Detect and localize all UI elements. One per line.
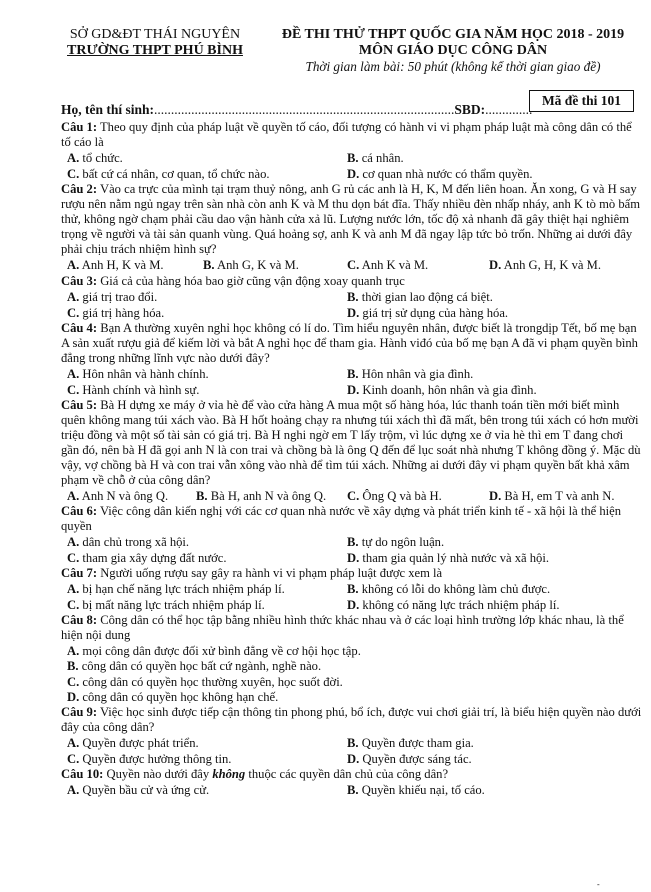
option-d[interactable]: D. Kinh doanh, hôn nhân và gia đình. — [347, 383, 537, 397]
option-c[interactable]: C. bị mất năng lực trách nhiệm pháp lí. — [67, 598, 265, 612]
sbd-label: SBD: — [454, 102, 486, 117]
option-a[interactable]: A. Anh H, K và M. — [67, 258, 164, 272]
subject-name: MÔN GIÁO DỤC CÔNG DÂN — [358, 43, 548, 58]
question-4 — [61, 321, 643, 366]
option-d[interactable]: D. tham gia quản lý nhà nước và xã hội. — [347, 551, 550, 565]
options-row — [61, 658, 643, 673]
option-d[interactable]: D. Bà H, em T và anh N. — [489, 489, 615, 503]
question-text-before: Quyền nào dưới đây — [106, 766, 210, 781]
option-a[interactable]: A. giá trị trao đổi. — [67, 290, 158, 304]
options-row — [61, 643, 643, 658]
question-text: Người uống rượu say gây ra hành vi vi phạm pháp luật được xem là — [100, 566, 443, 580]
question-6 — [61, 504, 643, 534]
school-name: TRƯỜNG THPT PHÚ BÌNH — [67, 43, 243, 58]
options-row — [61, 534, 643, 550]
options-row — [61, 257, 643, 274]
option-b[interactable]: B. Quyền khiếu nại, tố cáo. — [347, 782, 485, 797]
option-b[interactable]: B. cá nhân. — [347, 151, 404, 165]
option-d[interactable]: D. không có năng lực trách nhiệm pháp lí. — [347, 598, 560, 612]
option-c[interactable]: C. bất cứ cá nhân, cơ quan, tổ chức nào. — [67, 167, 270, 181]
question-8 — [61, 613, 643, 643]
option-c[interactable]: C. Quyền được hưởng thông tin. — [67, 751, 232, 766]
sbd-field[interactable]: .............. — [485, 102, 533, 117]
question-number: Câu 9: — [61, 704, 98, 719]
name-field[interactable]: ......................................................................................... — [154, 102, 455, 117]
option-a[interactable]: A. Quyền bầu cử và ứng cử. — [67, 782, 210, 797]
question-3 — [61, 274, 643, 289]
question-number: Câu 3: — [61, 274, 98, 288]
question-text: Giá cả của hàng hóa bao giờ cũng vận động xoay quanh trục — [100, 274, 405, 288]
option-b[interactable]: B. công dân có quyền học bất cứ ngành, nghề nào. — [67, 659, 322, 674]
question-text: Việc học sinh được tiếp cận thông tin phong phú, bổ ích, được vui chơi giải trí, là biểu hiện quyền nào dưới đây của công dân? — [61, 704, 642, 734]
name-label: Họ, tên thí sinh: — [61, 102, 155, 117]
question-text: Theo quy định của pháp luật về quyền tố cáo, đối tượng có hành vi vi phạm pháp luật mà công dân có thể tố cáo là — [61, 120, 632, 149]
option-d[interactable]: D. giá trị sử dụng của hàng hóa. — [347, 306, 509, 320]
option-d[interactable]: D. Anh G, H, K và M. — [489, 258, 601, 272]
question-number: Câu 7: — [61, 566, 98, 580]
time-limit: Thời gian làm bài: 50 phút (không kể thời gian giao đề) — [305, 59, 601, 74]
options-row — [61, 735, 643, 751]
option-b[interactable]: B. tự do ngôn luận. — [347, 535, 445, 549]
option-b[interactable]: B. thời gian lao động cá biệt. — [347, 290, 493, 304]
option-b[interactable]: B. Quyền được tham gia. — [347, 735, 474, 750]
question-text: Bà H dựng xe máy ở vỉa hè để vào cửa hàng A mua một số hàng hóa, lúc thanh toán tiền mới biết mình quên không mang túi xách vào. Bà H hốt hoảng chạy ra nhưng túi xách thì đã mất, bên trong túi xách có hơn mười triệu đồng và một số tài sản có giá trị. Bà H nghi ngờ em T lấy trộm, vì lúc dựng xe ở vỉa hè thì em T đang chơi gần đó, nên bà H đã gọi anh N là con trai và chồng bà là ông Q đến để lục soát nhà nhưng T không đồng ý. Mặc dù vậy, vợ chồng bà H và con trai vẫn xông vào nhà để tìm túi xách. Những ai dưới đây vi phạm quyền bất khả xâm phạm về chỗ ở của công dân? — [61, 398, 641, 487]
question-number: Câu 8: — [61, 613, 98, 627]
option-c[interactable]: C. Anh K và M. — [347, 258, 429, 272]
question-2 — [61, 182, 643, 257]
question-emphasis: không — [212, 766, 246, 781]
options-row — [61, 488, 643, 504]
option-a[interactable]: A. mọi công dân được đối xử bình đẳng về cơ hội học tập. — [67, 644, 361, 658]
option-d[interactable]: D. công dân có quyền học không hạn chế. — [67, 690, 279, 705]
option-c[interactable]: C. giá trị hàng hóa. — [67, 306, 165, 320]
options-row — [61, 150, 643, 166]
options-row — [61, 782, 643, 798]
question-number: Câu 4: — [61, 321, 98, 335]
exam-code-box: Mã đề thi 101 — [529, 90, 634, 112]
options-row — [61, 674, 643, 689]
option-a[interactable]: A. bị hạn chế năng lực trách nhiệm pháp lí. — [67, 582, 285, 596]
question-text: Bạn A thường xuyên nghỉ học không có lí do. Tìm hiểu nguyên nhân, được biết là trongdịp Tết, bố mẹ bạn A sản xuất rượu giả để kiếm lời và bắt A nghỉ học để tham gia. Hành viđó của bố mẹ bạn A đã vi phạm quyền bình đẳng trong những lĩnh vực nào dưới đây? — [61, 321, 638, 365]
options-row — [61, 166, 643, 182]
option-b[interactable]: B. Bà H, anh N và ông Q. — [196, 489, 327, 503]
question-text: Công dân có thể học tập bằng nhiều hình thức khác nhau và ở các loại hình trường lớp khác nhau, là thể hiện nội dung — [61, 613, 624, 642]
options-row — [61, 689, 643, 704]
option-a[interactable]: A. Anh N và ông Q. — [67, 489, 169, 503]
school-header — [48, 27, 262, 59]
question-text: Việc công dân kiến nghị với các cơ quan nhà nước về xây dựng và phát triển kinh tế - xã hội là thể hiện quyền — [61, 504, 622, 533]
exam-title: ĐỀ THI THỬ THPT QUỐC GIA NĂM HỌC 2018 - 2019 — [281, 27, 625, 42]
option-b[interactable]: B. Anh G, K và M. — [203, 258, 299, 272]
exam-title-block — [262, 27, 644, 75]
question-1 — [61, 120, 643, 150]
option-a[interactable]: A. dân chủ trong xã hội. — [67, 535, 190, 549]
options-row — [61, 289, 643, 305]
options-row — [61, 597, 643, 613]
question-10 — [61, 767, 643, 782]
options-row — [61, 550, 643, 566]
option-c[interactable]: C. Hành chính và hình sự. — [67, 383, 200, 397]
question-5 — [61, 398, 643, 488]
options-row — [61, 305, 643, 321]
questions-list — [61, 120, 643, 798]
options-row — [61, 382, 643, 398]
candidate-info-line — [61, 102, 532, 118]
question-number: Câu 5: — [61, 398, 98, 412]
options-row — [61, 366, 643, 382]
option-b[interactable]: B. Hôn nhân và gia đình. — [347, 367, 474, 381]
page-mark: - — [597, 880, 600, 889]
question-number: Câu 1: — [61, 120, 98, 134]
question-number: Câu 10: — [61, 766, 104, 781]
option-d[interactable]: D. cơ quan nhà nước có thẩm quyền. — [347, 167, 533, 181]
option-c[interactable]: C. công dân có quyền học thường xuyên, học suốt đời. — [67, 674, 343, 689]
question-number: Câu 2: — [61, 182, 98, 196]
question-7 — [61, 566, 643, 581]
options-row — [61, 751, 643, 767]
options-row — [61, 581, 643, 597]
option-b[interactable]: B. không có lỗi do không làm chủ được. — [347, 582, 551, 596]
department-name: SỞ GD&ĐT THÁI NGUYÊN — [69, 27, 241, 42]
option-c[interactable]: C. tham gia xây dựng đất nước. — [67, 551, 227, 565]
option-a[interactable]: A. Hôn nhân và hành chính. — [67, 367, 209, 381]
option-a[interactable]: A. tổ chức. — [67, 151, 123, 165]
question-number: Câu 6: — [61, 504, 98, 518]
question-text-after: thuộc các quyền dân chủ của công dân? — [248, 766, 449, 781]
question-9 — [61, 705, 643, 735]
question-text: Vào ca trực của mình tại trạm thuỷ nông, anh G rủ các anh là H, K, M đến liên hoan. Ăn xong, G và H say rượu nên nằm ngủ ngay trên sàn nhà còn anh K và M thu dọn bát đĩa. Thấy nhiều đèn nhấp nháy, anh K tò mò bấm thử, không ngờ chạm phải cầu dao vận hành cửa xả lũ. Lượng nước lớn, tốc độ xả nhanh đã gây thiệt hại nghiêm trọng về người và tài sản quanh vùng. Quá hoảng sợ, anh K và anh M đã ngay lập tức bỏ trốn. Những ai dưới đây phải chịu trách nhiệm hình sự? — [61, 182, 641, 256]
option-d[interactable]: D. Quyền được sáng tác. — [347, 751, 472, 766]
option-a[interactable]: A. Quyền được phát triển. — [67, 735, 199, 750]
option-c[interactable]: C. Ông Q và bà H. — [347, 489, 442, 503]
